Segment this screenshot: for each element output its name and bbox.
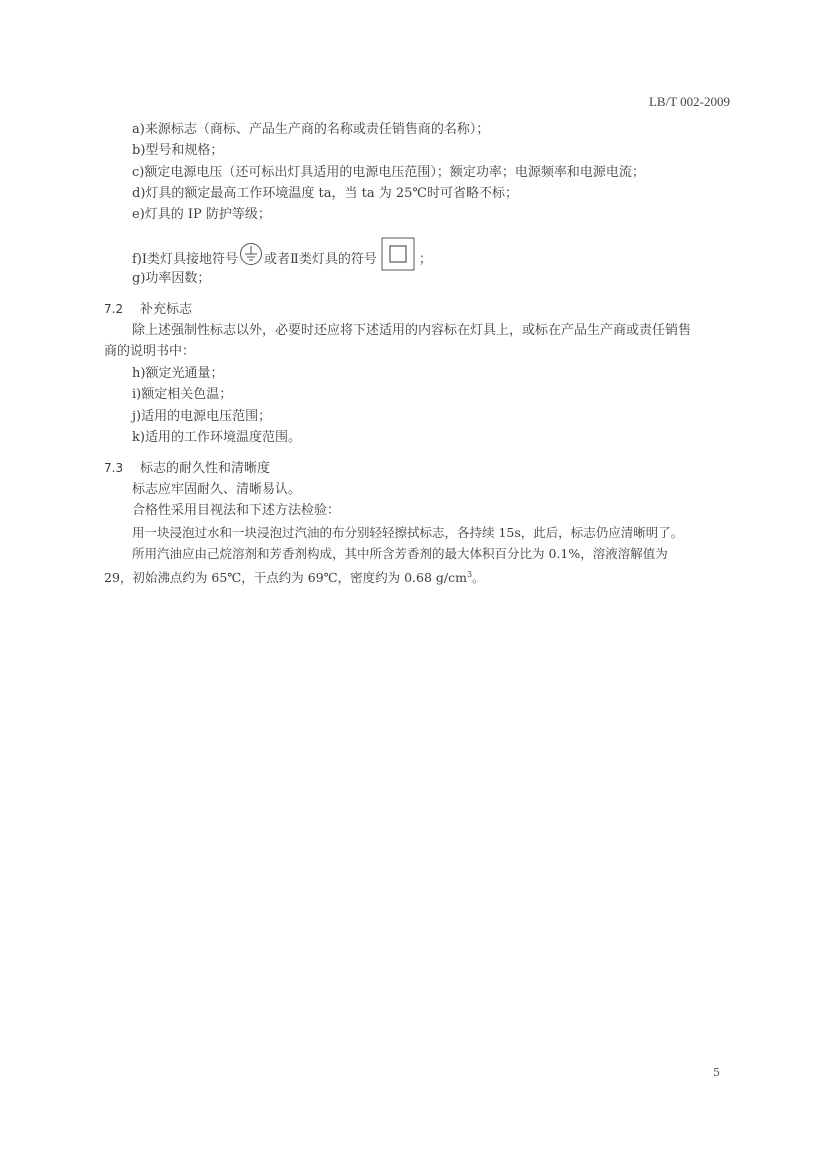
list-item-f-text-1: f)Ⅰ类灯具接地符号	[132, 252, 239, 267]
section-heading-7-2	[104, 300, 192, 319]
paragraph-line: 商的说明书中：	[104, 344, 196, 359]
list-item-d: d)灯具的额定最高工作环境温度 ta，当 ta 为 25℃时可省略不标；	[132, 186, 518, 201]
section-number: 7.2	[104, 302, 124, 316]
paragraph-line: 合格性采用目视法和下述方法检验：	[132, 503, 341, 518]
list-item-h: h)额定光通量；	[132, 366, 224, 381]
superscript: 3	[466, 570, 473, 579]
paragraph-line	[104, 566, 485, 587]
density-text: 29，初始沸点约为 65℃，干点约为 69℃，密度约为 0.68 g/cm	[104, 570, 467, 586]
section-number: 7.3	[104, 461, 124, 475]
section-title: 补充标志	[140, 302, 193, 317]
list-item-f-text-3: ；	[418, 252, 432, 267]
list-item-e: e)灯具的 IP 防护等级；	[132, 207, 271, 222]
protective-earth-icon	[239, 242, 263, 277]
list-item-j: j)适用的电源电压范围；	[132, 409, 272, 424]
paragraph-line: 用一块浸泡过水和一块浸泡过汽油的布分别轻轻擦拭标志，各持续 15s，此后，标志仍应清晰明了。	[132, 525, 684, 540]
section-title: 标志的耐久性和清晰度	[140, 461, 271, 476]
paragraph-line: 所用汽油应由己烷溶剂和芳香剂构成，其中所含芳香剂的最大体积百分比为 0.1%，溶液溶解值为	[132, 546, 668, 561]
list-item-c: c)额定电源电压（还可标出灯具适用的电源电压范围）；额定功率；电源频率和电源电流；	[132, 165, 645, 180]
list-item-i: i)额定相关色温；	[132, 387, 233, 402]
period: 。	[472, 570, 485, 586]
class-ii-double-square-icon	[381, 237, 415, 282]
section-heading-7-3	[104, 459, 270, 478]
list-item-f-text-2: 或者Ⅱ类灯具的符号	[264, 252, 377, 267]
paragraph-line: 标志应牢固耐久、清晰易认。	[132, 482, 302, 497]
list-item-k: k)适用的工作环境温度范围。	[132, 430, 301, 445]
page-number: 5	[713, 1066, 720, 1079]
paragraph-line: 除上述强制性标志以外，必要时还应将下述适用的内容标在灯具上，或标在产品生产商或责任销售	[132, 323, 692, 338]
list-item-a: a)来源标志（商标、产品生产商的名称或责任销售商的名称）；	[132, 122, 490, 137]
document-code: LB/T 002-2009	[648, 94, 730, 109]
list-item-g: g)功率因数；	[132, 271, 211, 286]
list-item-b: b)型号和规格；	[132, 143, 224, 158]
